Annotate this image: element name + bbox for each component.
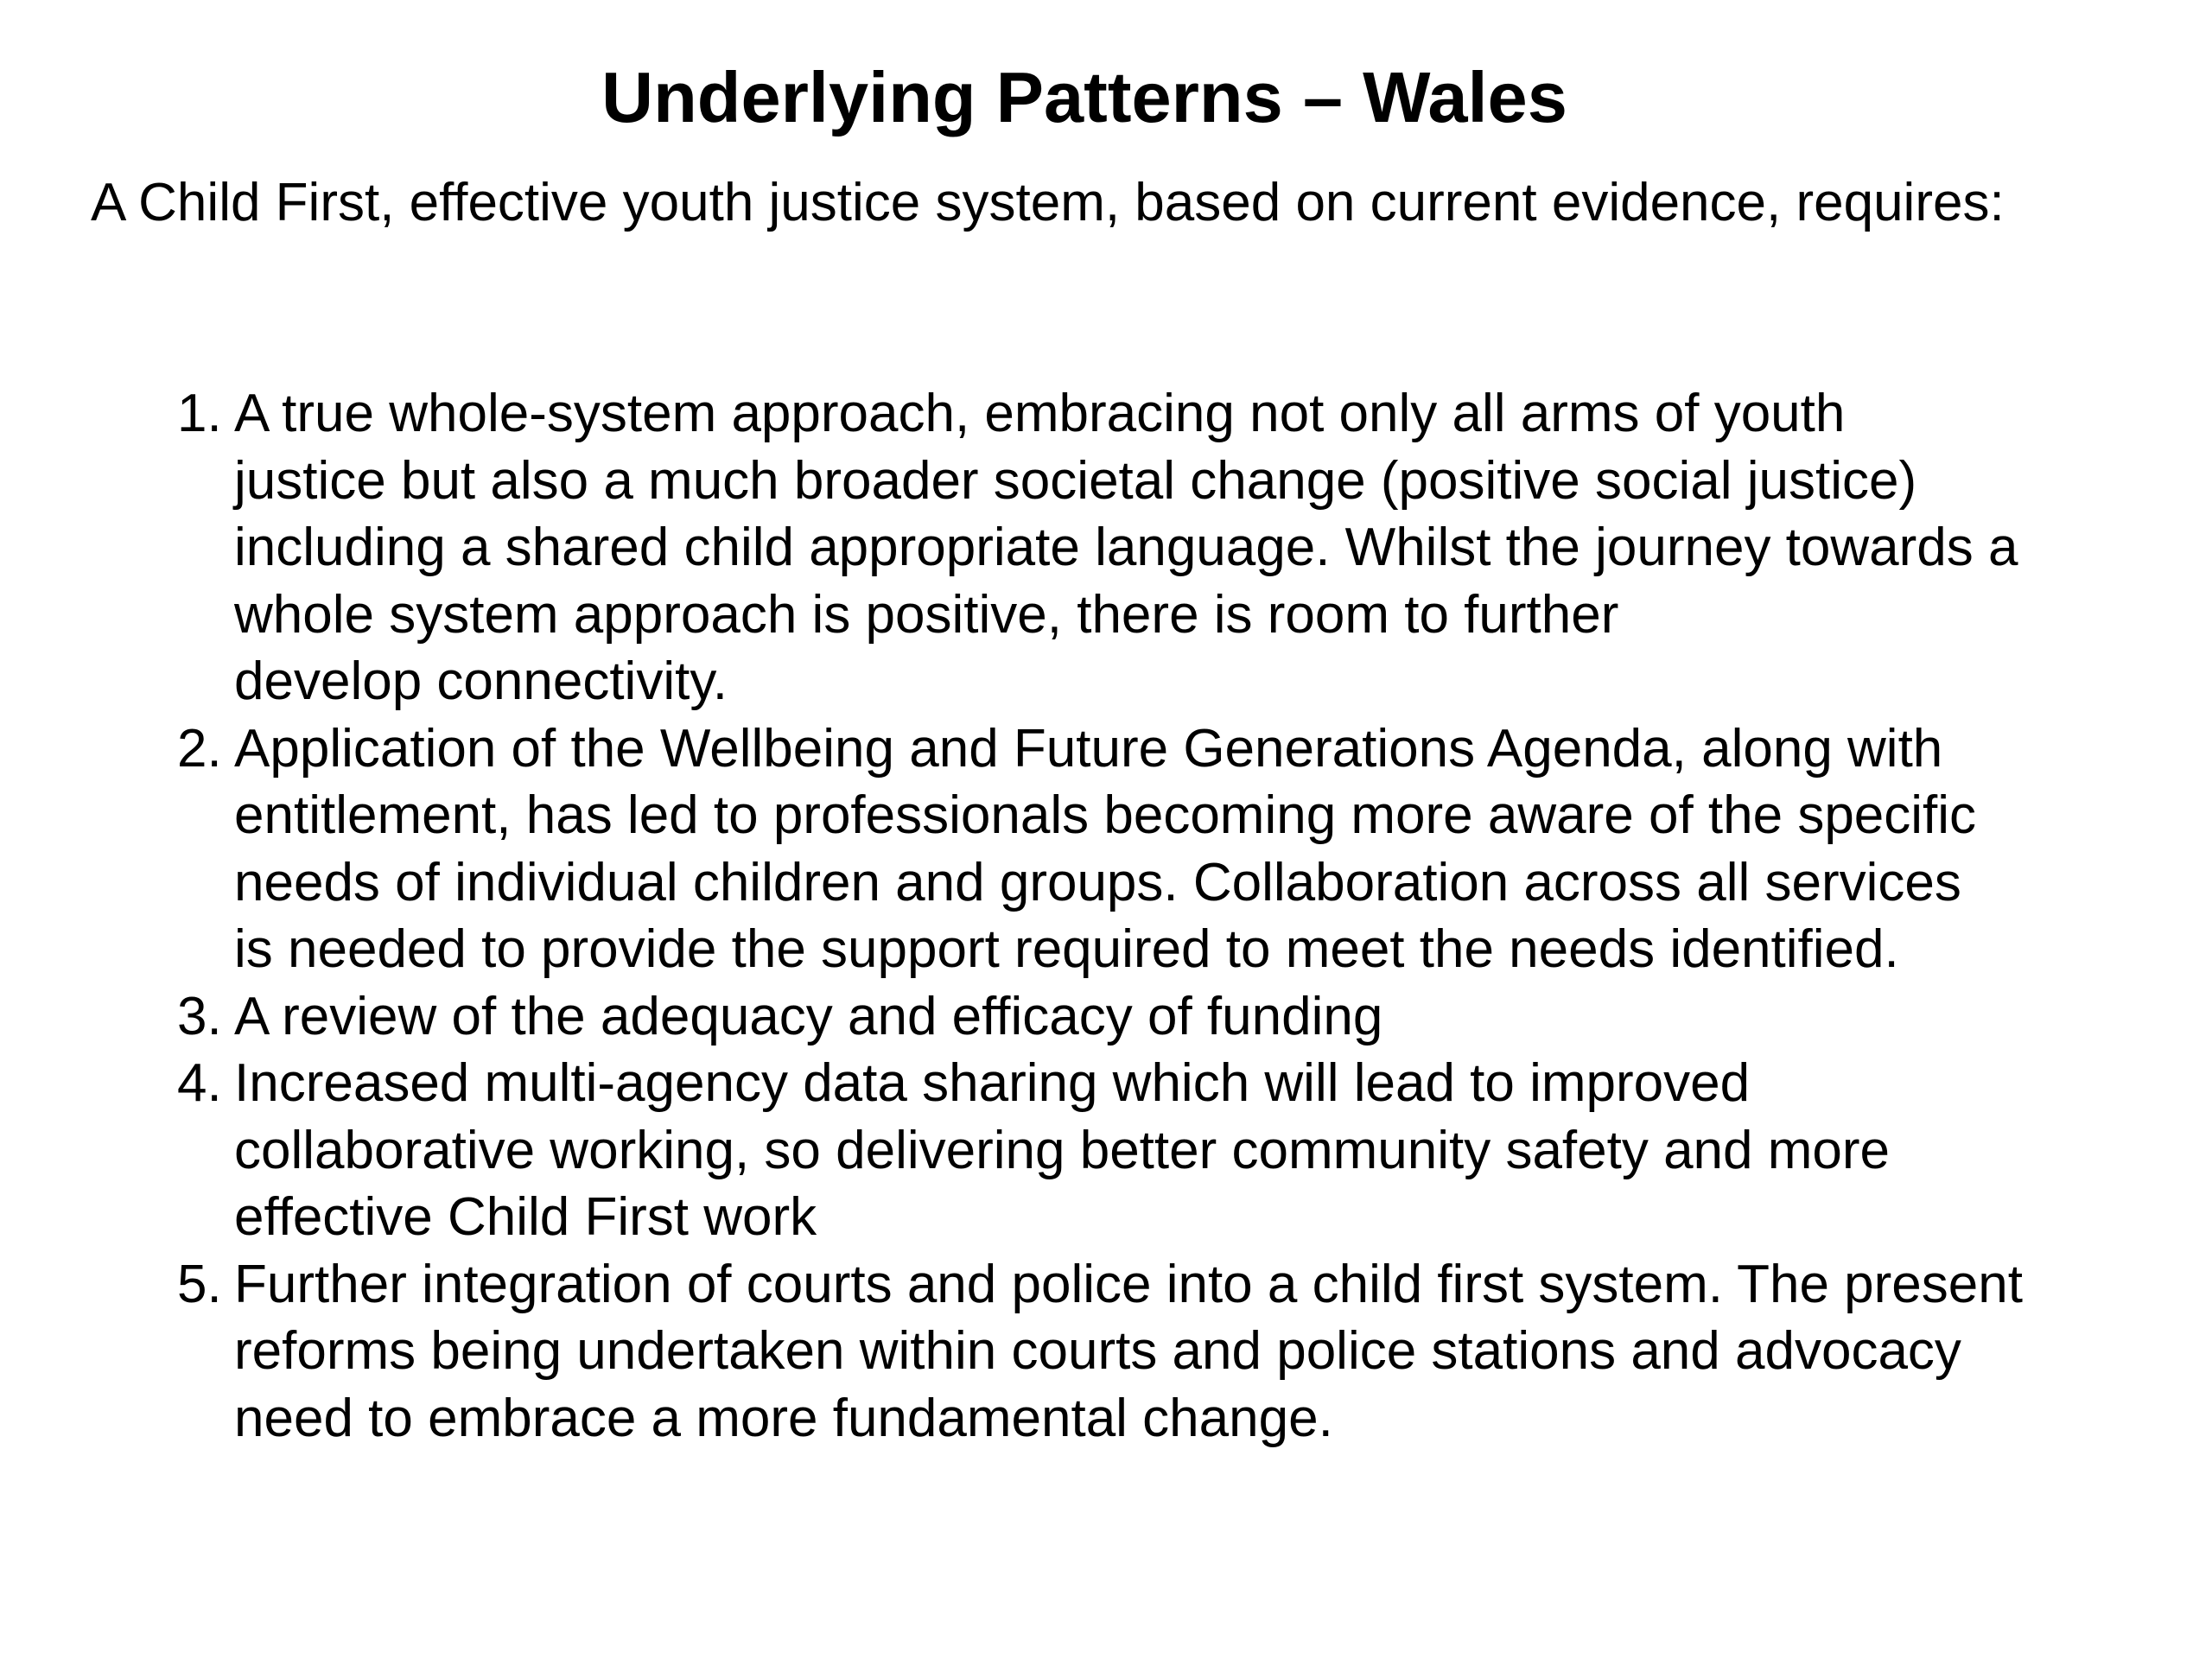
item-text-line: including a shared child appropriate language. Whilst the journey towards a bbox=[234, 518, 2018, 577]
item-text-line: A review of the adequacy and efficacy of funding bbox=[234, 986, 1383, 1046]
list-item bbox=[177, 1050, 2023, 1251]
item-number: 1. bbox=[177, 384, 222, 443]
item-text-line: needs of individual children and groups. Collaboration across all services bbox=[234, 852, 1961, 912]
item-text-line: reforms being undertaken within courts and police stations and advocacy bbox=[234, 1321, 1961, 1381]
item-number: 5. bbox=[177, 1254, 222, 1314]
slide-title: Underlying Patterns – Wales bbox=[601, 57, 1567, 137]
list-item bbox=[177, 1251, 2023, 1452]
item-text-line: is needed to provide the support required to meet the needs identified. bbox=[234, 919, 1899, 979]
item-text-line: develop connectivity. bbox=[234, 652, 728, 711]
item-text-line: Further integration of courts and police into a child first system. The present bbox=[234, 1254, 2023, 1314]
intro-text: A Child First, effective youth justice system, based on current evidence, requires: bbox=[91, 173, 2005, 232]
list-item bbox=[177, 715, 2023, 983]
item-number: 4. bbox=[177, 1053, 222, 1113]
item-text-line: A true whole-system approach, embracing not only all arms of youth bbox=[234, 384, 1846, 443]
item-text-line: justice but also a much broader societal change (positive social justice) bbox=[234, 450, 1917, 511]
item-number: 3. bbox=[177, 986, 222, 1046]
numbered-list bbox=[177, 380, 2023, 1452]
item-text-line: entitlement, has led to professionals becoming more aware of the specific bbox=[234, 785, 1977, 845]
list-item bbox=[177, 380, 2023, 715]
item-number: 2. bbox=[177, 718, 222, 779]
item-text-line: Increased multi-agency data sharing which will lead to improved bbox=[234, 1053, 1751, 1113]
item-text-line: whole system approach is positive, there is room to further bbox=[234, 584, 1619, 645]
item-text-line: collaborative working, so delivering better community safety and more bbox=[234, 1120, 1891, 1180]
list-item bbox=[177, 983, 2023, 1051]
item-text-line: effective Child First work bbox=[234, 1187, 817, 1247]
item-text-line: Application of the Wellbeing and Future Generations Agenda, along with bbox=[234, 718, 1943, 779]
item-text-line: need to embrace a more fundamental change. bbox=[234, 1388, 1333, 1448]
